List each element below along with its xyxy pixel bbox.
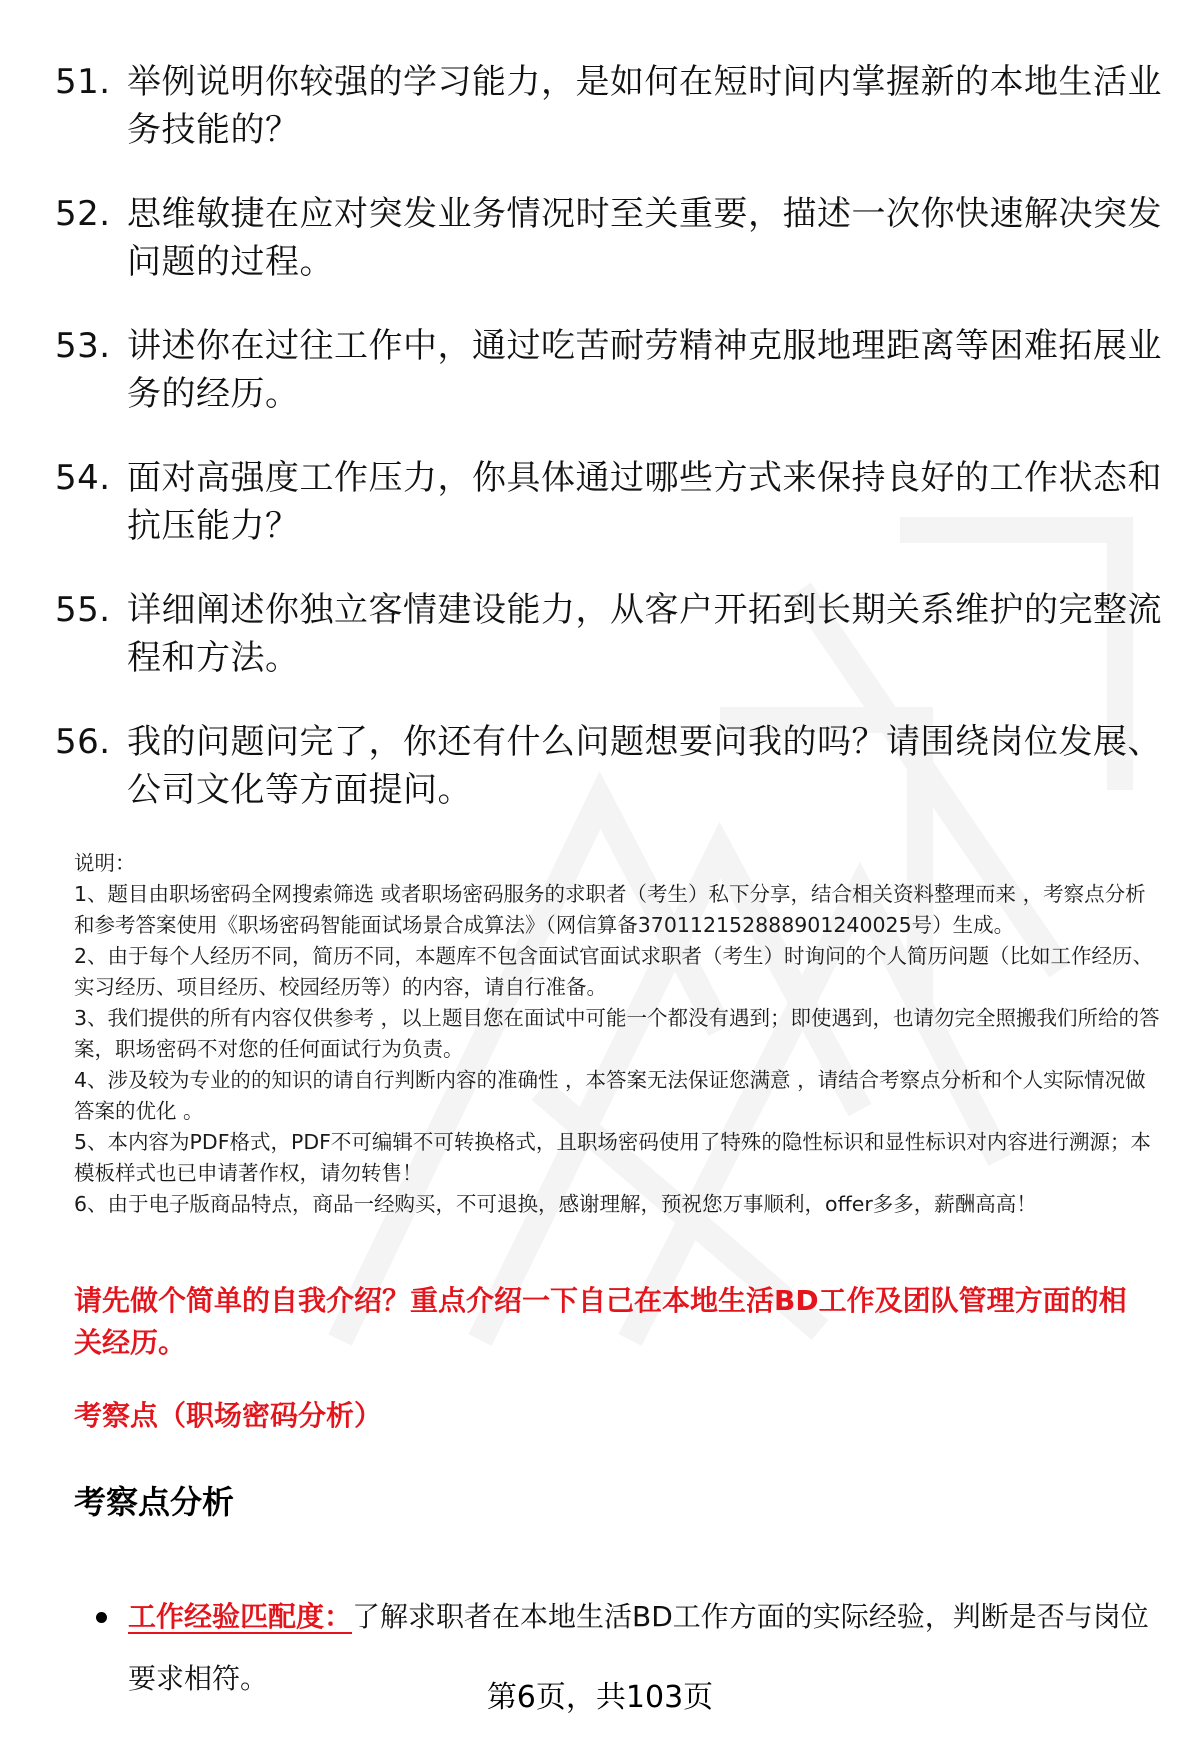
page-indicator: 第6页，共103页 bbox=[486, 1680, 714, 1715]
question-number: 54. bbox=[55, 458, 111, 498]
bullet-icon bbox=[96, 1612, 107, 1623]
note-item-3: 3、我们提供的所有内容仅供参考 ，以上题目您在面试中可能一个都没有遇到；即使遇到，也请勿完全照搬我们所给的答案，职场密码不对您的任何面试行为负责。 bbox=[74, 1006, 1160, 1061]
question-number: 55. bbox=[55, 590, 111, 630]
note-item-5: 5、本内容为PDF格式，PDF不可编辑不可转换格式，且职场密码使用了特殊的隐性标识和显性标识对内容进行溯源；本模板样式也已申请著作权，请勿转售！ bbox=[74, 1130, 1151, 1185]
question-item-51 bbox=[55, 58, 1165, 154]
question-item-54 bbox=[55, 454, 1165, 550]
analysis-label: 考察点（职场密码分析） bbox=[74, 1399, 383, 1432]
note-item-2: 2、由于每个人经历不同，简历不同，本题库不包含面试官面试求职者（考生）时询问的个人简历问题（比如工作经历、实习经历、项目经历、校园经历等）的内容，请自行准备。 bbox=[74, 944, 1154, 999]
notes-title: 说明： bbox=[74, 851, 136, 875]
question-item-56 bbox=[55, 718, 1165, 814]
question-text: 我的问题问完了，你还有什么问题想要问我的吗？请围绕岗位发展、公司文化等方面提问。 bbox=[127, 722, 1162, 810]
question-text: 举例说明你较强的学习能力，是如何在短时间内掌握新的本地生活业务技能的？ bbox=[127, 62, 1162, 150]
question-text: 详细阐述你独立客情建设能力，从客户开拓到长期关系维护的完整流程和方法。 bbox=[127, 590, 1162, 678]
note-item-6: 6、由于电子版商品特点，商品一经购买，不可退换，感谢理解，预祝您万事顺利，offer多多，薪酬高高！ bbox=[74, 1192, 1037, 1216]
question-list bbox=[55, 58, 1165, 850]
question-text: 思维敏捷在应对突发业务情况时至关重要，描述一次你快速解决突发问题的过程。 bbox=[127, 194, 1162, 282]
featured-question: 请先做个简单的自我介绍？重点介绍一下自己在本地生活BD工作及团队管理方面的相关经历。 bbox=[74, 1284, 1127, 1359]
question-number: 52. bbox=[55, 194, 111, 234]
disclaimer-notes bbox=[74, 848, 1164, 1220]
question-number: 56. bbox=[55, 722, 111, 762]
note-item-4: 4、涉及较为专业的的知识的请自行判断内容的准确性 ，本答案无法保证您满意 ，请结合考察点分析和个人实际情况做答案的优化 。 bbox=[74, 1068, 1146, 1123]
question-item-52 bbox=[55, 190, 1165, 286]
question-item-55 bbox=[55, 586, 1165, 682]
bullet-key: 工作经验匹配度： bbox=[128, 1600, 353, 1633]
question-text: 面对高强度工作压力，你具体通过哪些方式来保持良好的工作状态和抗压能力？ bbox=[127, 458, 1162, 546]
question-number: 51. bbox=[55, 62, 111, 102]
question-item-53 bbox=[55, 322, 1165, 418]
bullet-text: 了解求职者在本地生活BD工作方面的实际经验，判断是否与岗位要求相符。 bbox=[128, 1600, 1149, 1695]
question-number: 53. bbox=[55, 326, 111, 366]
section-heading: 考察点分析 bbox=[74, 1483, 235, 1521]
question-text: 讲述你在过往工作中，通过吃苦耐劳精神克服地理距离等困难拓展业务的经历。 bbox=[127, 326, 1162, 414]
note-item-1: 1、题目由职场密码全网搜索筛选 或者职场密码服务的求职者（考生）私下分享，结合相关资料整理而来 ，考察点分析和参考答案使用《职场密码智能面试场景合成算法》（网信算备370112152888901240025号）生成。 bbox=[74, 882, 1146, 937]
